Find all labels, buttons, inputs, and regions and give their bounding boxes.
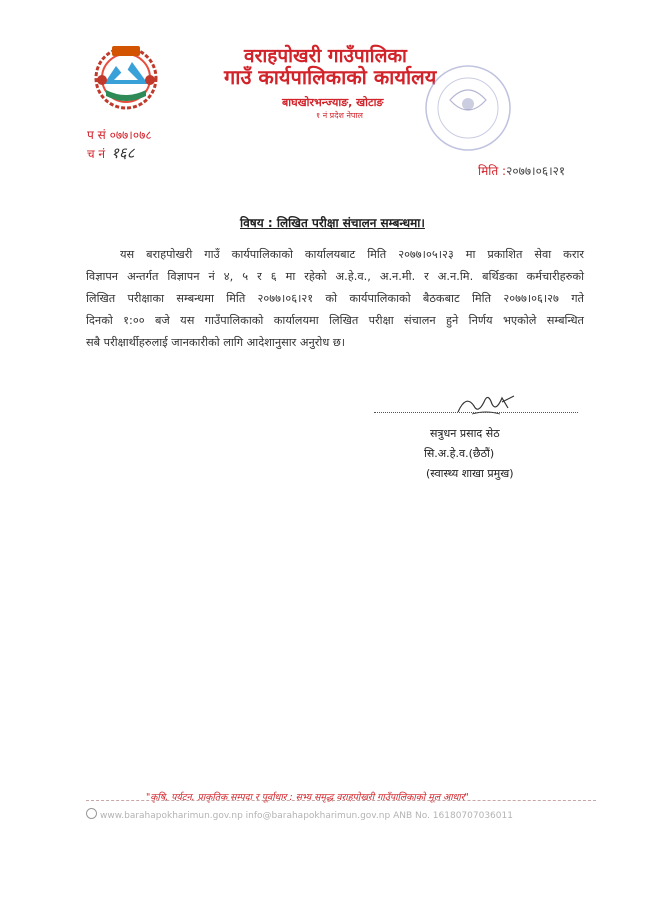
dispatch-number xyxy=(87,143,135,163)
chalani-value: १६८ xyxy=(111,144,135,162)
signature-mark xyxy=(452,388,522,420)
patra-label: प सं xyxy=(87,128,106,142)
body-line: दिनको १:०० बजे यस गाउँपालिकाको कार्यालयमा लिखित परीक्षा संचालन हुने निर्णय भएकोले सम्बन्धित xyxy=(86,314,584,327)
body-line: लिखित परीक्षाका सम्बन्धमा मिति २०७७।०६।२१ को कार्यपालिकाको बैठकबाट मिति २०७७।०६।२७ गते xyxy=(86,292,584,305)
globe-icon xyxy=(86,808,97,819)
footer-motto: "कृषि, पर्यटन, प्राकृतिक सम्पदा र पूर्वाधार : सभ्य समृद्ध वराहपोखरी गाउँपालिकाको मूल आधार" xyxy=(146,792,469,803)
signatory-title: सि.अ.हे.व.(छैठौं) xyxy=(424,447,495,460)
body-line: विज्ञापन अन्तर्गत विज्ञापन नं ४, ५ र ६ मा रहेको अ.हे.व., अ.न.मी. र अ.न.मि. बर्थिङका कर्मचारीहरुको xyxy=(86,270,584,283)
signatory-name: सत्रुधन प्रसाद सेठ xyxy=(430,427,500,440)
letter-subject: विषय : लिखित परीक्षा संचालन सम्बन्धमा। xyxy=(240,216,425,230)
date-label: मिति : xyxy=(478,164,507,178)
footer-divider xyxy=(86,800,596,801)
letter-body xyxy=(86,244,584,354)
signature-line xyxy=(374,412,578,413)
office-subtitle: गाउँ कार्यपालिकाको कार्यालय xyxy=(224,65,437,89)
date-value: २०७७।०६।२१ xyxy=(506,164,566,178)
body-line: सबै परीक्षार्थीहरुलाई जानकारीको लागि आदेशानुसार अनुरोध छ। xyxy=(86,336,346,349)
letter-date xyxy=(478,162,565,179)
office-stamp-icon xyxy=(410,60,520,170)
office-name: वराहपोखरी गाउँपालिका xyxy=(244,45,407,67)
chalani-label: च नं xyxy=(87,147,106,161)
office-address: बाघखोरभन्ज्याङ, खोटाङ xyxy=(282,96,384,109)
nepal-emblem-icon xyxy=(90,40,162,112)
reference-number xyxy=(87,126,152,143)
patra-value: ०७७।०७८ xyxy=(109,128,152,142)
footer-contact-text: www.barahapokharimun.gov.np info@barahapokharimun.gov.np ANB No. 16180707036011 xyxy=(100,811,513,821)
footer-contact xyxy=(86,808,513,821)
signatory-role: (स्वास्थ्य शाखा प्रमुख) xyxy=(426,467,514,480)
body-line: यस बराहपोखरी गाउँ कार्यपालिकाको कार्यालयबाट मिति २०७७।०५।२३ मा प्रकाशित सेवा करार xyxy=(120,248,584,261)
province-label: १ नं प्रदेश नेपाल xyxy=(316,111,363,120)
